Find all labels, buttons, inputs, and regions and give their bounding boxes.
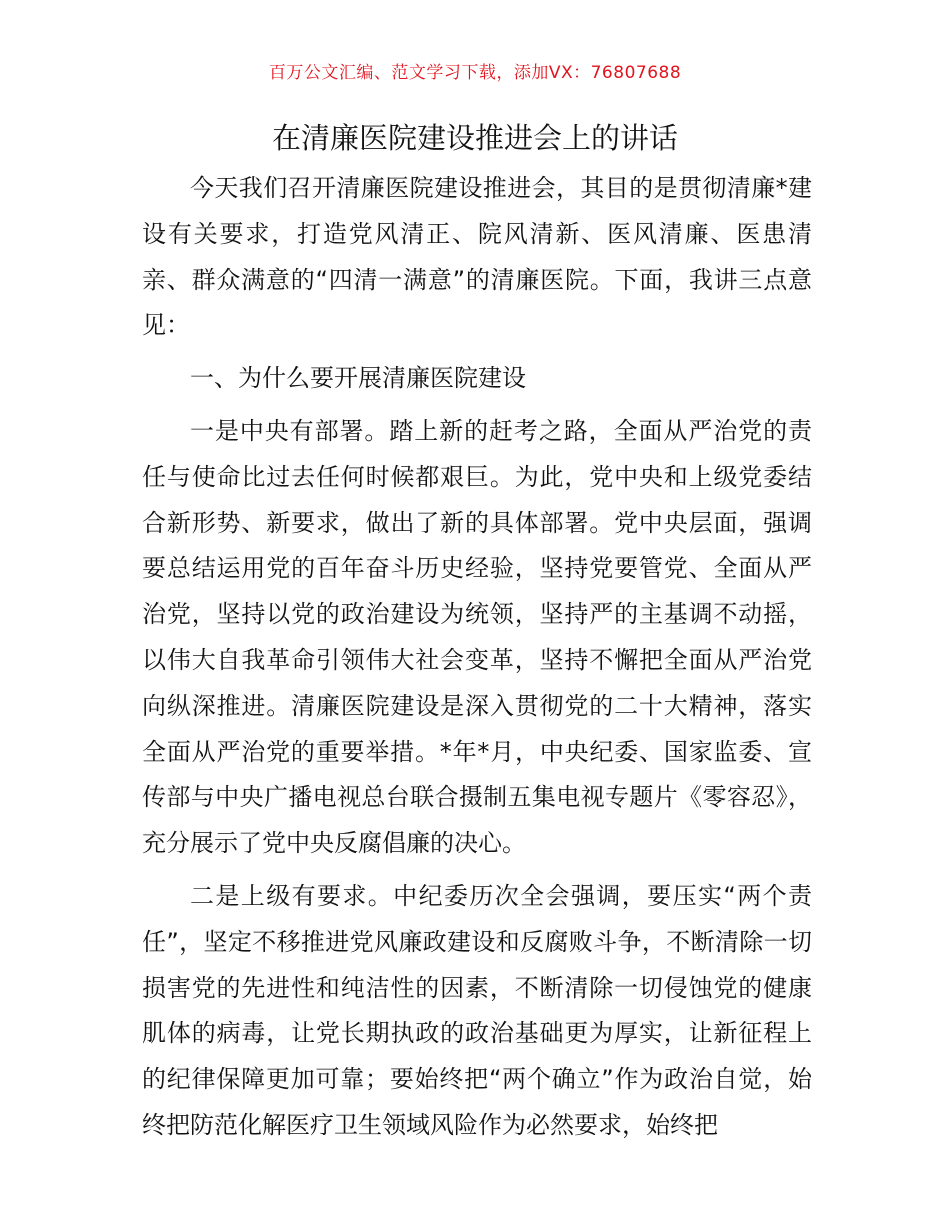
document-body [142,166,812,1149]
paragraph-intro: 今天我们召开清廉医院建设推进会，其目的是贯彻清廉*建设有关要求，打造党风清正、院风清新、医风清廉、医患清亲、群众满意的“四清一满意”的清廉医院。下面，我讲三点意见： [142,174,812,340]
paragraph-superior-requirements: 二是上级有要求。中纪委历次全会强调，要压实“两个责任”，坚定不移推进党风廉政建设和反腐败斗争，不断清除一切损害党的先进性和纯洁性的因素，不断清除一切侵蚀党的健康肌体的病毒，让党长期执政的政治基础更为厚实，让新征程上的纪律保障更加可靠；要始终把“两个确立”作为政治自觉，始终把防范化解医疗卫生领域风险作为必然要求，始终把 [142,881,812,1139]
header-note: 百万公文汇编、范文学习下载，添加VX：76807688 [268,63,682,83]
section-heading-1: 一、为什么要开展清廉医院建设 [190,364,526,393]
paragraph-central-deployment: 一是中央有部署。踏上新的赶考之路，全面从严治党的责任与使命比过去任何时候都艰巨。为此，党中央和上级党委结合新形势、新要求，做出了新的具体部署。党中央层面，强调要总结运用党的百年奋斗历史经验，坚持党要管党、全面从严治党，坚持以党的政治建设为统领，坚持严的主基调不动摇，以伟大自我革命引领伟大社会变革，坚持不懈把全面从严治党向纵深推进。清廉医院建设是深入贯彻党的二十大精神，落实全面从严治党的重要举措。*年*月，中央纪委、国家监委、宣传部与中央广播电视总台联合摄制五集电视专题片《零容忍》，充分展示了党中央反腐倡廉的决心。 [142,416,812,858]
document-title: 在清廉医院建设推进会上的讲话 [271,121,678,155]
